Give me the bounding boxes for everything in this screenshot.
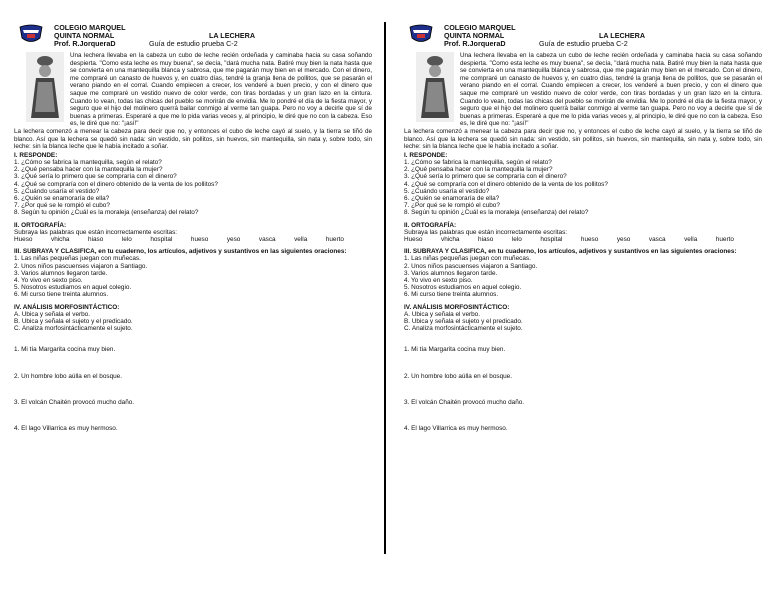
- question-item: 3. ¿Qué sería lo primero que se compraría con el dinero?: [14, 173, 177, 181]
- word: hiaso: [88, 235, 104, 243]
- story-paragraph: La lechera comenzó a menear la cabeza para decir que no, y entonces el cubo de leche cayó al suelo, y la tierra se tiñó de blanco. Así que la lechera se quedó sin nada: sin vestido, sin pollitos, sin huevos, sin mantequilla, sin nata y, sobre todo, sin leche: sin la blanca leche que le había incitado a soñar.: [404, 127, 762, 151]
- word-list: [404, 236, 734, 243]
- section-title: I. RESPONDE:: [404, 151, 448, 159]
- word: vella: [294, 235, 308, 243]
- question-item: 8. Según tu opinión ¿Cuál es la moraleja (enseñanza) del relato?: [404, 209, 589, 217]
- story-paragraph: La lechera comenzó a menear la cabeza para decir que no, y entonces el cubo de leche cayó al suelo, y la tierra se tiñó de blanco. Así que la lechera se quedó sin nada: sin vestido, sin pollitos, sin huevos, sin mantequilla, sin nata y, sobre todo, sin leche: sin la blanca leche que le había incitado a soñar.: [14, 127, 372, 151]
- section-title: III. SUBRAYA Y CLASIFICA, en tu cuaderno, los artículos, adjetivos y sustantivos en las siguientes oraciones:: [404, 248, 737, 256]
- section-title: IV. ANÁLISIS MORFOSINTÁCTICO:: [14, 303, 120, 311]
- school-crest-icon: [18, 24, 44, 44]
- instruction-item: A. Ubica y señala el verbo.: [14, 310, 91, 318]
- word: hueso: [190, 235, 209, 243]
- worksheet-title: LA LECHERA: [599, 31, 646, 40]
- word: hiaso: [478, 235, 494, 243]
- header: [14, 22, 372, 52]
- worksheet-right: [390, 0, 768, 594]
- analysis-sentence: 3. El volcán Chaitén provocó mucho daño.: [404, 398, 525, 406]
- guide-label: Guía de estudio prueba C-2: [539, 39, 628, 48]
- word: yeso: [226, 235, 241, 243]
- section-title: IV. ANÁLISIS MORFOSINTÁCTICO:: [404, 303, 510, 311]
- question-item: 2. ¿Qué pensaba hacer con la mantequilla la mujer?: [14, 166, 163, 174]
- section-title: I. RESPONDE:: [14, 151, 58, 159]
- question-item: 5. ¿Cuándo usaría el vestido?: [14, 187, 100, 195]
- instruction-item: C. Analiza morfosintácticamente el sujeto.: [14, 325, 133, 333]
- word: hospital: [540, 235, 563, 243]
- sentence-item: 6. Mi curso tiene treinta alumnos.: [404, 291, 499, 299]
- section-morfosintactico: [14, 304, 372, 433]
- word: huerto: [715, 235, 734, 243]
- school-name: COLEGIO MARQUEL: [54, 23, 126, 32]
- sentence-item: 2. Unos niños pascuenses viajaron a Santiago.: [404, 262, 538, 270]
- instruction-item: A. Ubica y señala el verbo.: [404, 310, 481, 318]
- word: vhicha: [51, 235, 70, 243]
- word: vasca: [258, 235, 276, 243]
- milkmaid-illustration-icon: [26, 52, 64, 122]
- analysis-sentence: 1. Mi tía Margarita cocina muy bien.: [14, 346, 116, 354]
- section-morfosintactico: [404, 304, 762, 433]
- worksheet-left: [0, 0, 378, 594]
- question-item: 4. ¿Qué se compraría con el dinero obtenido de la venta de los pollitos?: [14, 180, 218, 188]
- section-title: II. ORTOGRAFÍA:: [14, 221, 67, 229]
- header-text: [444, 24, 515, 48]
- word: vhicha: [441, 235, 460, 243]
- analysis-sentence: 2. Un hombre lobo aúlla en el bosque.: [404, 372, 513, 380]
- instruction: Subraya las palabras que están incorrectamente escritas:: [14, 228, 178, 236]
- question-item: 4. ¿Qué se compraría con el dinero obtenido de la venta de los pollitos?: [404, 180, 608, 188]
- word: lelo: [511, 235, 522, 243]
- section-title: II. ORTOGRAFÍA:: [404, 221, 457, 229]
- question-item: 5. ¿Cuándo usaría el vestido?: [404, 187, 490, 195]
- question-item: 7. ¿Por qué se le rompió el cubo?: [404, 202, 500, 210]
- question-item: 6. ¿Quién se enamoraría de ella?: [14, 194, 110, 202]
- worksheet-title: LA LECHERA: [209, 31, 256, 40]
- word: Hueso: [14, 235, 33, 243]
- section-clasifica: [404, 248, 762, 298]
- instruction-item: B. Ubica y señala el sujeto y el predicado.: [404, 317, 523, 325]
- header-text: [54, 24, 125, 48]
- question-item: 8. Según tu opinión ¿Cuál es la moraleja (enseñanza) del relato?: [14, 209, 199, 217]
- story-paragraph: Una lechera llevaba en la cabeza un cubo de leche recién ordeñada y caminaba hacia su casa soñando despierta. "Como esta leche es muy buena", se decía, "dará mucha nata. Batiré muy bien la nata hasta que se convierta en una mantequilla blanca y sabrosa, que me pagarán muy bien en el mercado. Con el dinero, me compraré un canasto de huevos y, en cuatro días, tendré la granja llena de pollitos, que se pasarán el verano piando en el corral. Cuando empiecen a crecer, los venderé a buen precio, y con el dinero que saque me compraré un vestido nuevo de color verde, con tiras bordadas y un gran lazo en la cintura. Cuando lo vean, todas las chicas del pueblo se morirán de envidia. Me lo pondré el día de la fiesta mayor, y seguro que el hijo del molinero querrá bailar conmigo al verme tan guapa. Pero no voy a decirle que sí de buenas a primeras. Esperaré a que me lo pida varias veces y, al principio, le diré que no con la cabeza. Eso es, le diré que no: "¡así!": [70, 52, 372, 128]
- sentence-item: 2. Unos niños pascuenses viajaron a Santiago.: [14, 262, 148, 270]
- guide-label: Guía de estudio prueba C-2: [149, 39, 238, 48]
- sentence-item: 4. Yo vivo en sexto piso.: [404, 276, 473, 284]
- page-divider: [384, 22, 386, 554]
- sentence-item: 5. Nosotros estudiamos en aquel colegio.: [404, 284, 522, 292]
- sentence-item: 4. Yo vivo en sexto piso.: [14, 276, 83, 284]
- word: vella: [684, 235, 698, 243]
- story: [404, 52, 762, 151]
- sentence-item: 1. Las niñas pequeñas juegan con muñecas.: [14, 255, 141, 263]
- word: hospital: [150, 235, 173, 243]
- word: huerto: [325, 235, 344, 243]
- question-item: 1. ¿Cómo se fabrica la mantequilla, según el relato?: [404, 158, 552, 166]
- section-responde: [14, 152, 372, 217]
- header: [404, 22, 762, 52]
- question-item: 7. ¿Por qué se le rompió el cubo?: [14, 202, 110, 210]
- sentence-item: 3. Varios alumnos llegaron tarde.: [14, 269, 108, 277]
- analysis-sentence: 4. El lago Villarrica es muy hermoso.: [404, 425, 508, 432]
- school-crest-icon: [408, 24, 434, 44]
- campus-name: QUINTA NORMAL: [444, 31, 505, 40]
- teacher-name: Prof. R.JorquerаD: [54, 39, 116, 48]
- word: hueso: [580, 235, 599, 243]
- question-item: 3. ¿Qué sería lo primero que se compraría con el dinero?: [404, 173, 567, 181]
- instruction-item: B. Ubica y señala el sujeto y el predicado.: [14, 317, 133, 325]
- question-item: 1. ¿Cómo se fabrica la mantequilla, según el relato?: [14, 158, 162, 166]
- sentence-item: 3. Varios alumnos llegaron tarde.: [404, 269, 498, 277]
- teacher-name: Prof. R.JorquerаD: [444, 39, 506, 48]
- analysis-sentence: 4. El lago Villarrica es muy hermoso.: [14, 425, 118, 432]
- instruction: Subraya las palabras que están incorrectamente escritas:: [404, 228, 568, 236]
- analysis-sentence: 1. Mi tía Margarita cocina muy bien.: [404, 346, 506, 354]
- campus-name: QUINTA NORMAL: [54, 31, 115, 40]
- sentence-item: 6. Mi curso tiene treinta alumnos.: [14, 291, 109, 299]
- word: yeso: [616, 235, 631, 243]
- milkmaid-illustration-icon: [416, 52, 454, 122]
- word-list: [14, 236, 344, 243]
- section-clasifica: [14, 248, 372, 298]
- question-item: 2. ¿Qué pensaba hacer con la mantequilla la mujer?: [404, 166, 553, 174]
- section-ortografia: [404, 222, 762, 244]
- word: vasca: [648, 235, 666, 243]
- instruction-item: C. Analiza morfosintácticamente el sujeto.: [404, 325, 523, 333]
- question-item: 6. ¿Quién se enamoraría de ella?: [404, 194, 500, 202]
- school-name: COLEGIO MARQUEL: [444, 23, 516, 32]
- word: lelo: [121, 235, 132, 243]
- analysis-sentence: 2. Un hombre lobo aúlla en el bosque.: [14, 372, 123, 380]
- section-ortografia: [14, 222, 372, 244]
- word: Hueso: [404, 235, 423, 243]
- section-title: III. SUBRAYA Y CLASIFICA, en tu cuaderno, los artículos, adjetivos y sustantivos en las siguientes oraciones:: [14, 248, 347, 256]
- story-paragraph: Una lechera llevaba en la cabeza un cubo de leche recién ordeñada y caminaba hacia su casa soñando despierta. "Como esta leche es muy buena", se decía, "dará mucha nata. Batiré muy bien la nata hasta que se convierta en una mantequilla blanca y sabrosa, que me pagarán muy bien en el mercado. Con el dinero, me compraré un canasto de huevos y, en cuatro días, tendré la granja llena de pollitos, que se pasarán el verano piando en el corral. Cuando empiecen a crecer, los venderé a buen precio, y con el dinero que saque me compraré un vestido nuevo de color verde, con tiras bordadas y un gran lazo en la cintura. Cuando lo vean, todas las chicas del pueblo se morirán de envidia. Me lo pondré el día de la fiesta mayor, y seguro que el hijo del molinero querrá bailar conmigo al verme tan guapa. Pero no voy a decirle que sí de buenas a primeras. Esperaré a que me lo pida varias veces y, al principio, le diré que no con la cabeza. Eso es, le diré que no: "¡así!": [460, 52, 762, 128]
- analysis-sentence: 3. El volcán Chaitén provocó mucho daño.: [14, 398, 135, 406]
- story: [14, 52, 372, 151]
- sentence-item: 1. Las niñas pequeñas juegan con muñecas.: [404, 255, 531, 263]
- sentence-item: 5. Nosotros estudiamos en aquel colegio.: [14, 284, 132, 292]
- section-responde: [404, 152, 762, 217]
